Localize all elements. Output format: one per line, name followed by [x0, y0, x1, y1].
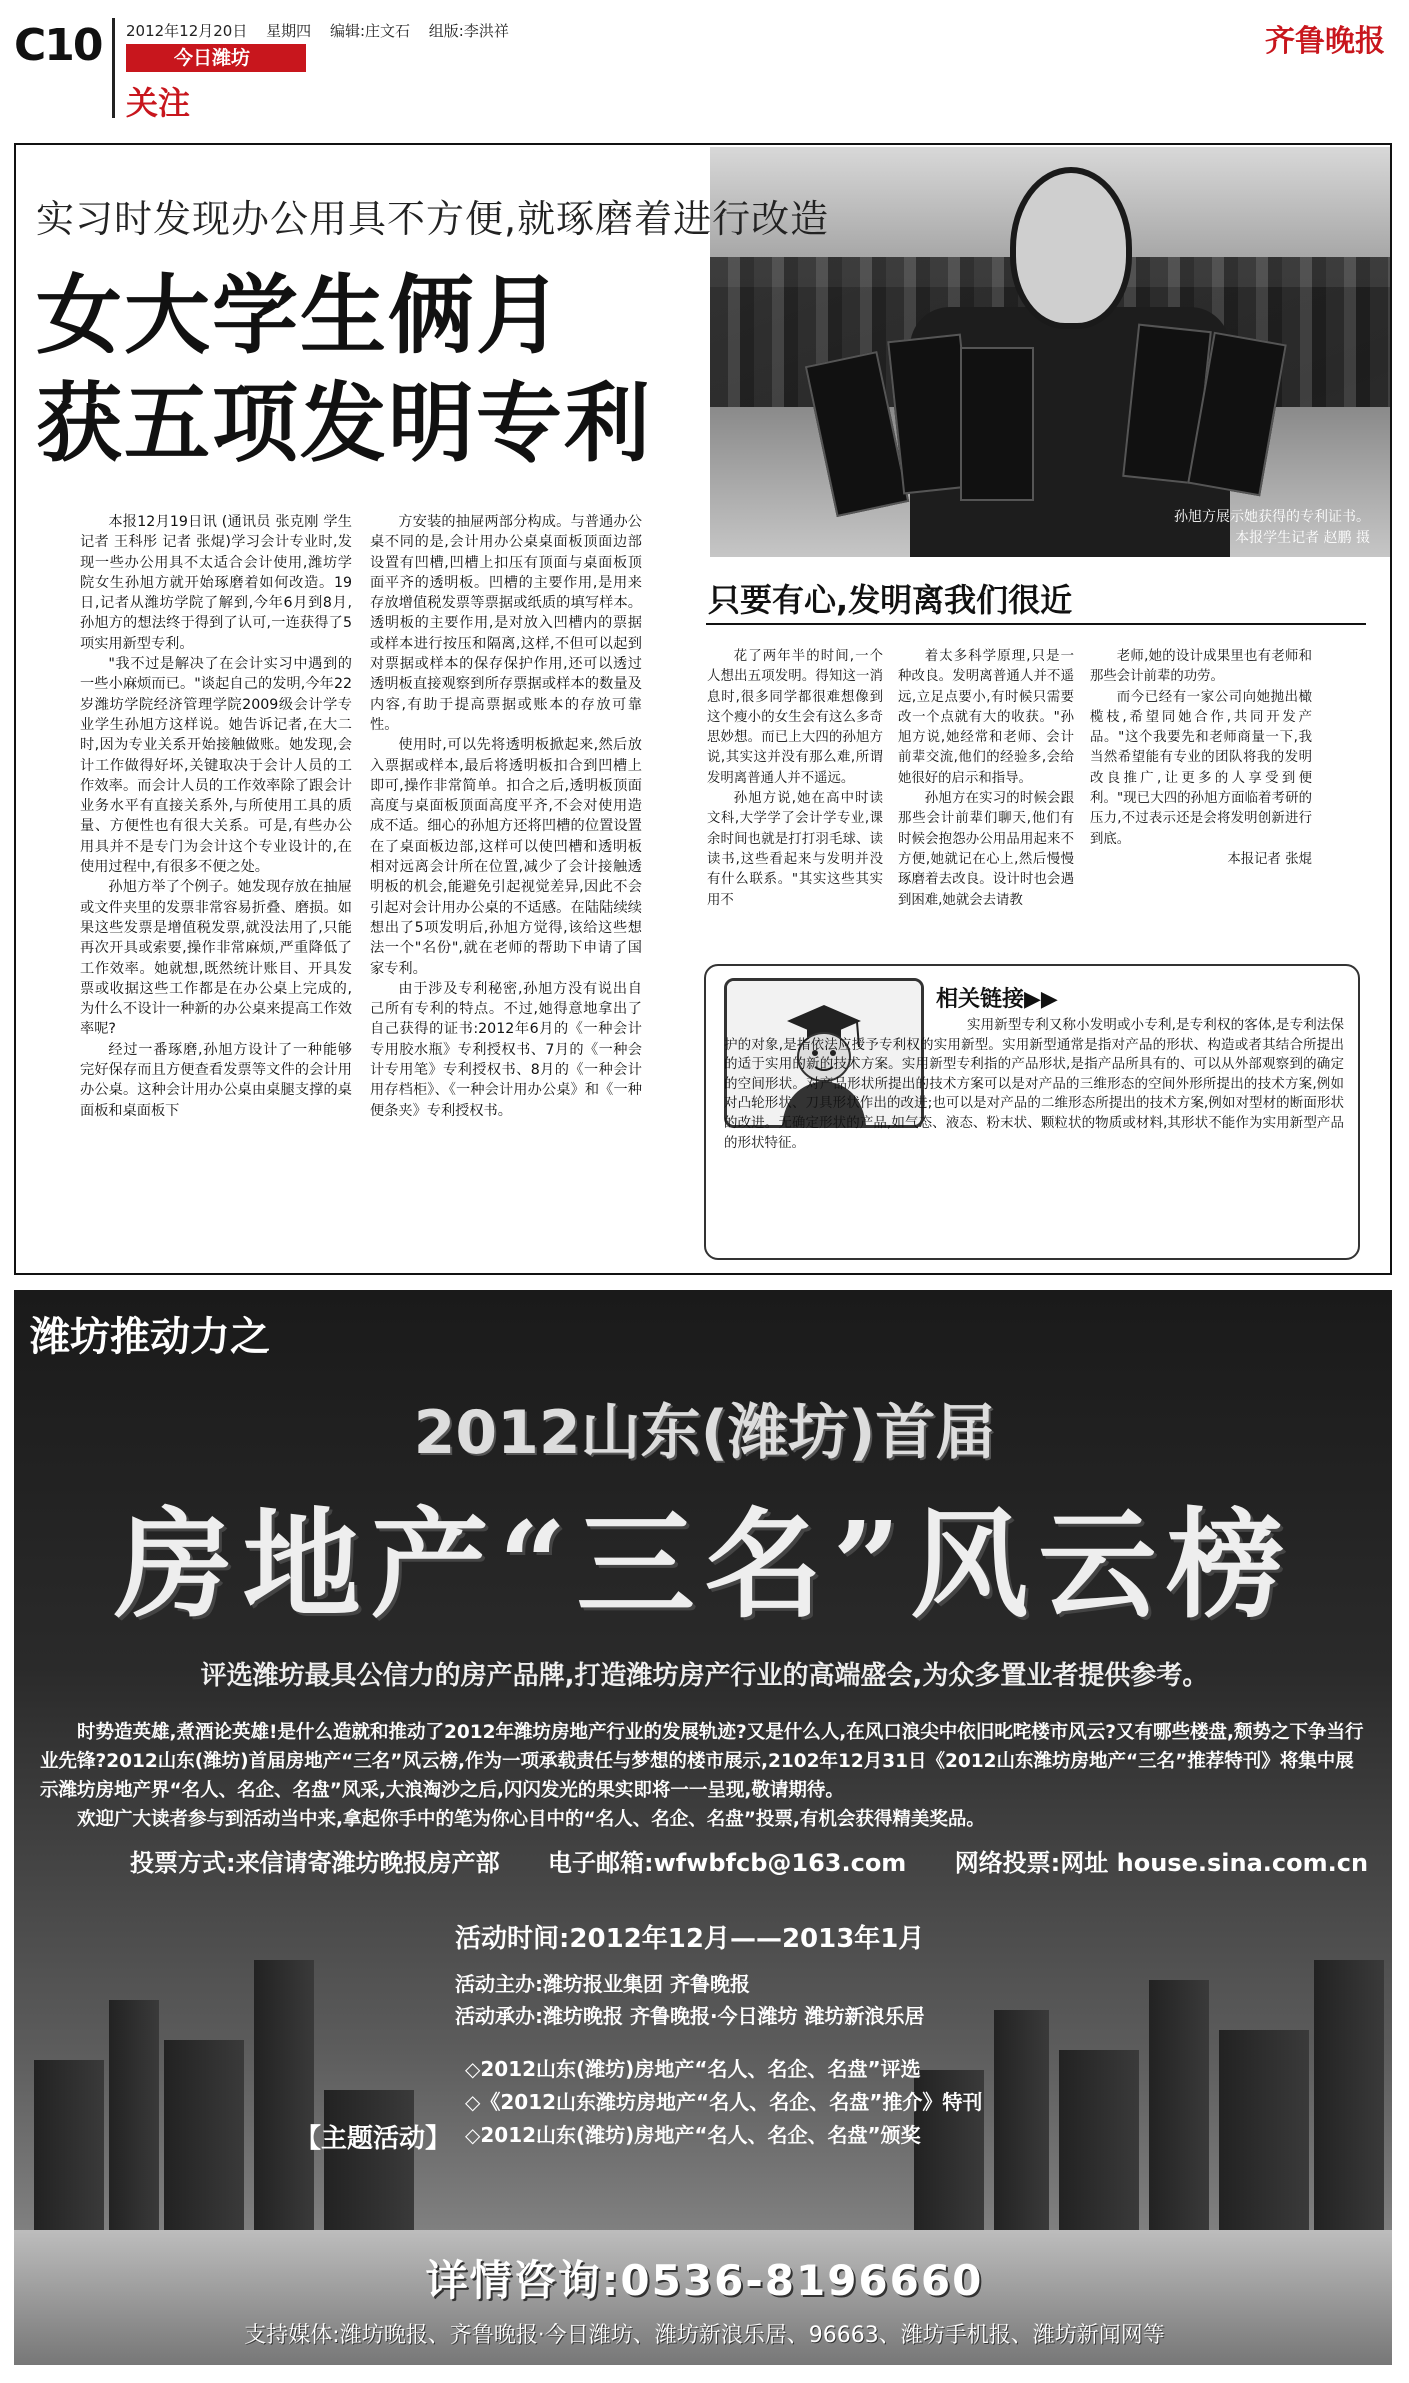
ad-year-title: 2012山东(潍坊)首届	[413, 1398, 996, 1468]
ad-organizers: 活动主办:潍坊报业集团 齐鲁晚报 活动承办:潍坊晚报 齐鲁晚报·今日潍坊 潍坊新浪乐居	[455, 1972, 925, 2028]
sidebar-byline: 本报记者 张焜	[1227, 851, 1312, 867]
sidebar-rule	[706, 623, 1366, 625]
photo-caption: 孙旭方展示她获得的专利证书。 本报学生记者 赵鹏 摄	[1174, 509, 1370, 546]
section-tag: 关注	[126, 84, 191, 122]
ad-slogan: 评选潍坊最具公信力的房产品牌,打造潍坊房产行业的高端盛会,为众多置业者提供参考。	[200, 1661, 1209, 1691]
ad-main-title: 房地产“三名”风云榜	[114, 1495, 1295, 1634]
header-meta	[126, 20, 523, 41]
designer-credit: 组版:李洪祥	[428, 22, 509, 40]
newspaper-masthead: 齐鲁晚报	[1265, 24, 1385, 59]
vote-website: 网络投票:网址 house.sina.com.cn	[954, 1849, 1369, 1877]
article-column-2: 方安装的抽屉两部分构成。与普通办公桌不同的是,会计用办公桌桌面板顶面边部设置有凹槽,凹槽上扣压有顶面与桌面板顶面平齐的透明板。凹槽的主要作用,是用来存放增值税发票等票据或纸质的填写样本。透明板的主要作用,是对放入凹槽内的票据或样本进行按压和隔离,这样,不但可以起到对票据或样本的保存保护作用,还可以透过透明板直接观察到所存票据或样本的数量及内容,有助于提高票据或账本的存放可靠性。 使用时,可以先将透明板掀起来,然后放入票据或样本,最后将透明板扣合到凹槽上即可,操作非常简单。扣合之后,透明板顶面高度与桌面板顶面高度平齐,不会对使用造成不适。细心的孙旭方还将凹槽的位置设置在了桌面板边部,这样可以使凹槽和透明板相对远离会计所在位置,减少了会计接触透明板的机会,能避免引起视觉差异,因此不会引起对会计用办公桌的不适感。在陆陆续续想出了5项发明后,孙旭方觉得,该给这些想法一个"名份",就在老师的帮助下申请了国家专利。 由于涉及专利秘密,孙旭方没有说出自己所有专利的特点。不过,她得意地拿出了自己获得的证书:2012年6月的《一种会计专用胶水瓶》专利授权书、7月的《一种会计专用笔》专利授权书、8月的《一种会计用存档柜》、《一种会计用办公桌》和《一种便条夹》专利授权书。	[370, 514, 642, 1119]
sidebar-headline: 只要有心,发明离我们很近	[708, 581, 1073, 619]
ad-theme-item: ◇2012山东(潍坊)房地产“名人、名企、名盘”评选	[465, 2057, 921, 2081]
ad-theme-item: ◇《2012山东潍坊房地产“名人、名企、名盘”推介》特刊	[465, 2090, 983, 2114]
sidebar-column-1: 花了两年半的时间,一个人想出五项发明。得知这一消息时,很多同学都很难想像到这个瘦小的女生会有这么多奇思妙想。而已上大四的孙旭方说,其实这并没有那么难,所谓发明离普通人并不遥远。 孙旭方说,她在高中时读文科,大学学了会计学专业,课余时间也就是打打羽毛球、读读书,这些看起来与发明并没有什么联系。"其实这些其实用不	[707, 649, 883, 908]
related-link-text: 实用新型专利又称小发明或小专利,是专利权的客体,是专利法保护的对象,是指依法应授予专利权的实用新型。实用新型通常是指对产品的形状、构造或者其结合所提出的适于实用的新的技术方案。实用新型专利指的产品形状,是指产品所具有的、可以从外部观察到的确定的空间形状。对产品形状所提出的技术方案可以是对产品的三维形态的空间外形所提出的技术方案,例如对凸轮形状、刀具形状作出的改进;也可以是对产品的二维形态所提出的技术方案,例如对型材的断面形状的改进。无确定形状的产品,如气态、液态、粉末状、颗粒状的物质或材料,其形状不能作为实用新型产品的形状特征。	[724, 1017, 1344, 1151]
ad-body: 时势造英雄,煮酒论英雄!是什么造就和推动了2012年潍坊房地产行业的发展轨迹?又是什么人,在风口浪尖中依旧叱咤楼市风云?又有哪些楼盘,颓势之下争当行业先锋?2012山东(潍坊)首届房地产“三名”风云榜,作为一项承载责任与梦想的楼市展示,2102年12月31日《2012山东潍坊房地产“三名”推荐特刊》将集中展示潍坊房地产界“名人、名企、名盘”风采,大浪淘沙之后,闪闪发光的果实即将一一呈现,敬请期待。 欢迎广大读者参与到活动当中来,拿起你手中的笔为你心目中的“名人、名企、名盘”投票,有机会获得精美奖品。	[40, 1722, 1364, 1830]
article-kicker: 实习时发现办公用具不方便,就琢磨着进行改造	[36, 197, 830, 241]
issue-weekday: 星期四	[266, 22, 312, 40]
page-number: C10	[14, 20, 102, 71]
ad-theme-item: ◇2012山东(潍坊)房地产“名人、名企、名盘”颁奖	[465, 2123, 921, 2147]
ad-voting-info	[130, 1843, 1408, 1878]
article-headline: 女大学生俩月 获五项发明专利	[36, 266, 652, 474]
editor-credit: 编辑:庄文石	[329, 22, 410, 40]
vote-method: 投票方式:来信请寄潍坊晚报房产部	[130, 1849, 500, 1877]
related-link-title: 相关链接▶▶	[936, 987, 1058, 1012]
ad-contact-phone: 详情咨询:0536-8196660	[425, 2256, 984, 2305]
header-divider	[112, 18, 115, 118]
ad-supporting-media: 支持媒体:潍坊晚报、齐鲁晚报·今日潍坊、潍坊新浪乐居、96663、潍坊手机报、潍坊新闻网等	[244, 2323, 1165, 2348]
sidebar-column-2: 着太多科学原理,只是一种改良。发明离普通人并不遥远,立足点要小,有时候只需要改一个点就有大的收获。"孙旭方说,她经常和老师、会计前辈交流,他们的经验多,会给她很好的启示和指导。 孙旭方在实习的时候会跟那些会计前辈们聊天,他们有时候会抱怨办公用品用起来不方便,她就记在心上,然后慢慢琢磨着去改良。设计时也会遇到困难,她就会去请教	[898, 649, 1074, 908]
sidebar-column-3: 老师,她的设计成果里也有老师和那些会计前辈的功劳。 而今已经有一家公司向她抛出橄榄枝,希望同她合作,共同开发产品。"这个我要先和老师商量一下,我当然希望能有专业的团队将我的发明改良推广,让更多的人享受到便利。"现已大四的孙旭方面临着考研的压力,不过表示还是会将发明创新进行到底。 本报记者 张焜	[1090, 647, 1312, 870]
vote-email: 电子邮箱:wfwbfcb@163.com	[547, 1849, 907, 1877]
issue-date: 2012年12月20日	[126, 22, 248, 40]
section-label: 今日潍坊	[126, 44, 306, 72]
article-column-1: 本报12月19日讯 (通讯员 张克刚 学生记者 王科彤 记者 张焜)学习会计专业时,发现一些办公用具不太适合会计使用,潍坊学院女生孙旭方就开始琢磨着如何改造。19日,记者从潍坊学院了解到,今年6月到8月,孙旭方的想法终于得到了认可,一连获得了5项实用新型专利。 "我不过是解决了在会计实习中遇到的一些小麻烦而已。"谈起自己的发明,今年22岁潍坊学院经济管理学院2009级会计学专业学生孙旭方这样说。她告诉记者,在大二时,因为专业关系开始接触做账。她发现,会计工作做得好坏,关键取决于会计人员的工作效率。而会计人员的工作效率除了跟会计业务水平有直接关系外,与所使用工具的质量、方便性也有很大关系。可是,有些办公用具并不是专门为会计这个专业设计的,在使用过程中,有很多不便之处。 孙旭方举了个例子。她发现存放在抽屉或文件夹里的发票非常容易折叠、磨损。如果这些发票是增值税发票,就没法用了,只能再次开具或索要,操作非常麻烦,严重降低了工作效率。她就想,既然统计账目、开具发票或收据这些工作都是在办公桌上完成的,为什么不设计一种新的办公桌来提高工作效率呢? 经过一番琢磨,孙旭方设计了一种能够完好保存而且方便查看发票等文件的会计用办公桌。这种会计用办公桌由桌腿支撑的桌面板和桌面板下	[80, 514, 352, 1119]
ad-series-title: 潍坊推动力之	[30, 1314, 270, 1360]
ad-theme-label: 【主题活动】	[295, 2124, 452, 2154]
ad-theme-items	[465, 2053, 982, 2152]
ad-event-time: 活动时间:2012年12月——2013年1月	[455, 1924, 925, 1954]
